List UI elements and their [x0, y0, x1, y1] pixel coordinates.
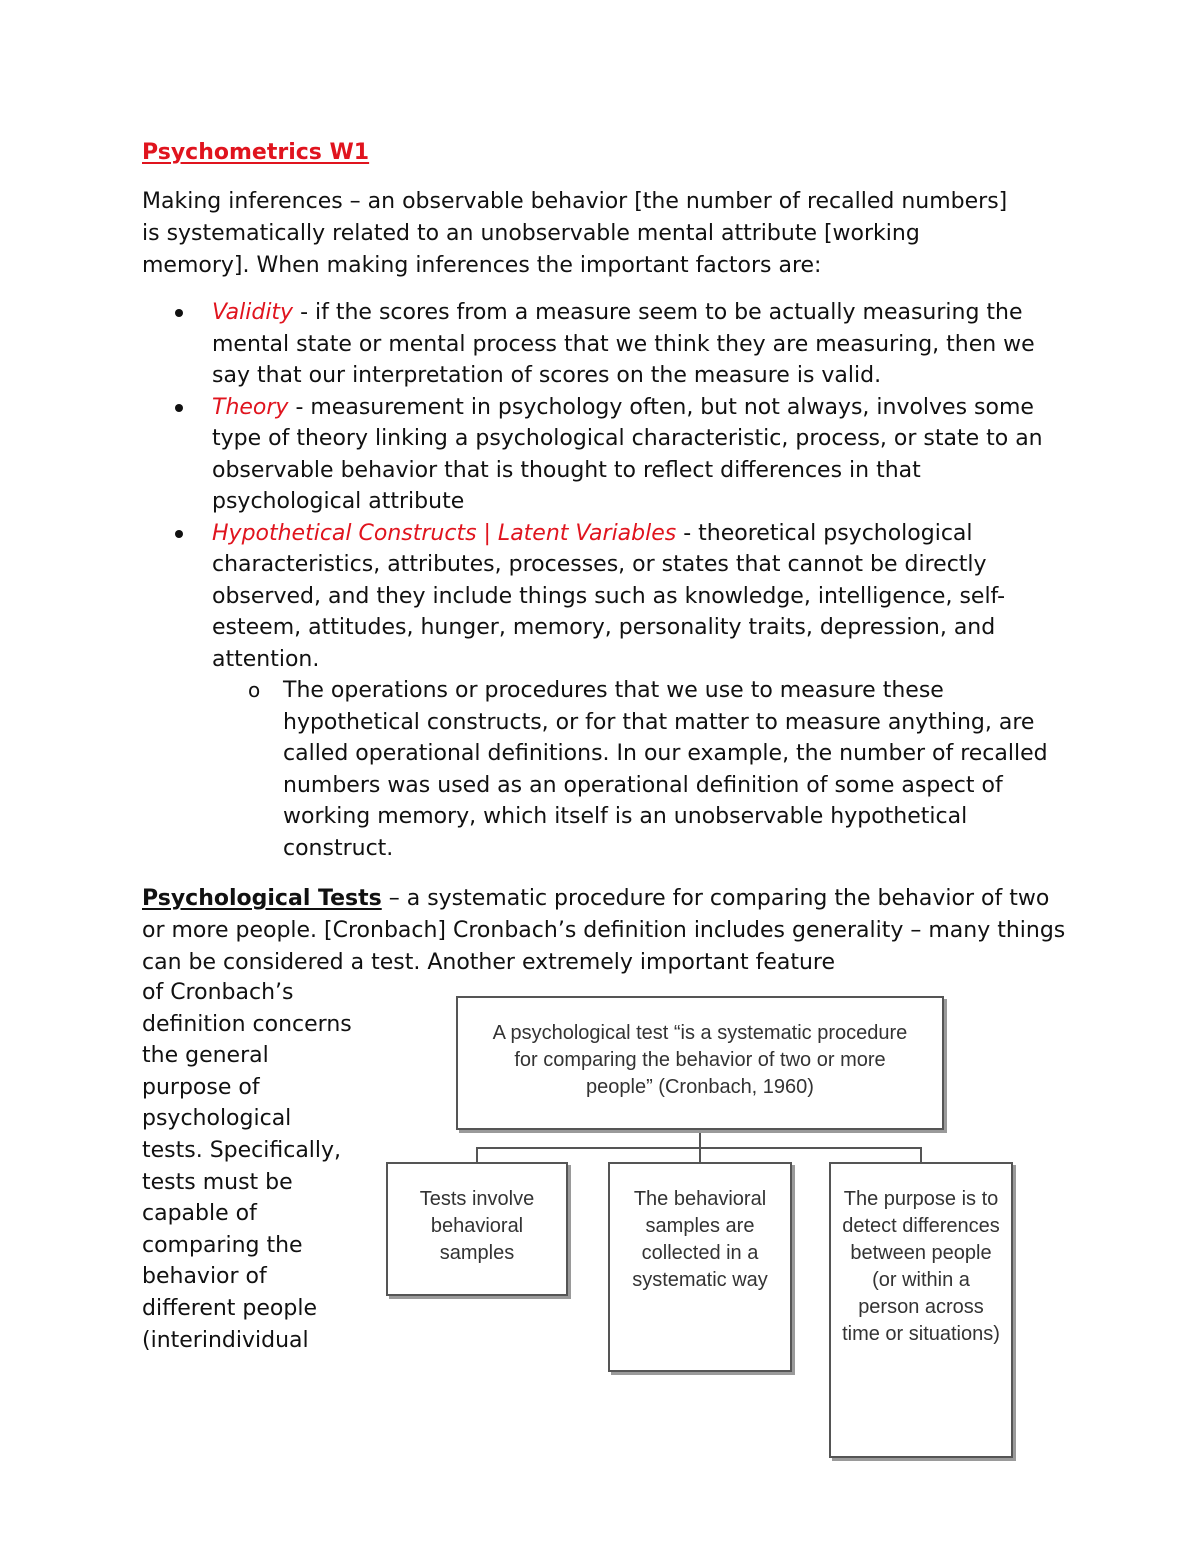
tests-text: – a systematic procedure for comparing the behavior of two or more people. [Cronbach] Cronbach’s definition includes generality – many things can be considered a test. Another extremely important feature [142, 886, 1066, 975]
term-constructs: Hypothetical Constructs | Latent Variables [212, 520, 677, 546]
tests-side-text: of Cronbach’s definition concerns the general purpose of psychological tests. Specifically, tests must be capable of comparing the behavior of different people (interindividual [142, 980, 352, 1353]
tests-paragraph [142, 883, 1072, 979]
diagram-box-behavioral-samples: Tests involve behavioral samples [386, 1162, 568, 1296]
connector-middle [699, 1147, 701, 1163]
list-item-constructs [142, 518, 1072, 865]
list-item-theory [142, 392, 1072, 518]
definition-theory: - measurement in psychology often, but not always, involves some type of theory linking a psychological characteristic, process, or state to an observable behavior that is thought to reflect differences in that psychological attribute [212, 394, 1043, 514]
test-definition-diagram [380, 990, 1020, 1470]
list-item-validity [142, 297, 1072, 392]
sub-list-item-operational-definitions: o The operations or procedures that we use to measure these hypothetical constructs, or for that matter to measure anything, are called operational definitions. In our example, the number of recalled numbers was used as an operational definition of some aspect of working memory, which itself is an unobservable hypothetical construct. [212, 675, 1072, 864]
connector-bar [476, 1147, 920, 1149]
definition-validity: - if the scores from a measure seem to be actually measuring the mental state or mental process that we think they are measuring, then we say that our interpretation of scores on the measure is valid. [212, 300, 1035, 388]
connector-right [920, 1147, 922, 1163]
tests-heading: Psychological Tests [142, 886, 382, 911]
sub-list [212, 675, 1072, 864]
connector-trunk [699, 1130, 701, 1148]
page-title: Psychometrics W1 [142, 140, 370, 165]
intro-paragraph: Making inferences – an observable behavior [the number of recalled numbers] is systematically related to an unobservable mental attribute [working memory]. When making inferences the important factors are: [142, 189, 1008, 278]
factor-list [142, 297, 1072, 864]
term-theory: Theory [212, 394, 289, 420]
diagram-box-systematic-collection: The behavioral samples are collected in a systematic way [608, 1162, 792, 1372]
term-validity: Validity [212, 300, 294, 325]
definition-constructs: - theoretical psychological characteristics, attributes, processes, or states that cannot be directly observed, and they include things such as knowledge, intelligence, self-esteem, attitudes, hunger, memory, personality traits, depression, and attention. [212, 520, 1006, 672]
diagram-box-purpose: The purpose is to detect differences between people (or within a person across time or situations) [829, 1162, 1013, 1458]
diagram-definition-box: A psychological test “is a systematic procedure for comparing the behavior of two or more people” (Cronbach, 1960) [456, 996, 944, 1130]
connector-left [476, 1147, 478, 1163]
